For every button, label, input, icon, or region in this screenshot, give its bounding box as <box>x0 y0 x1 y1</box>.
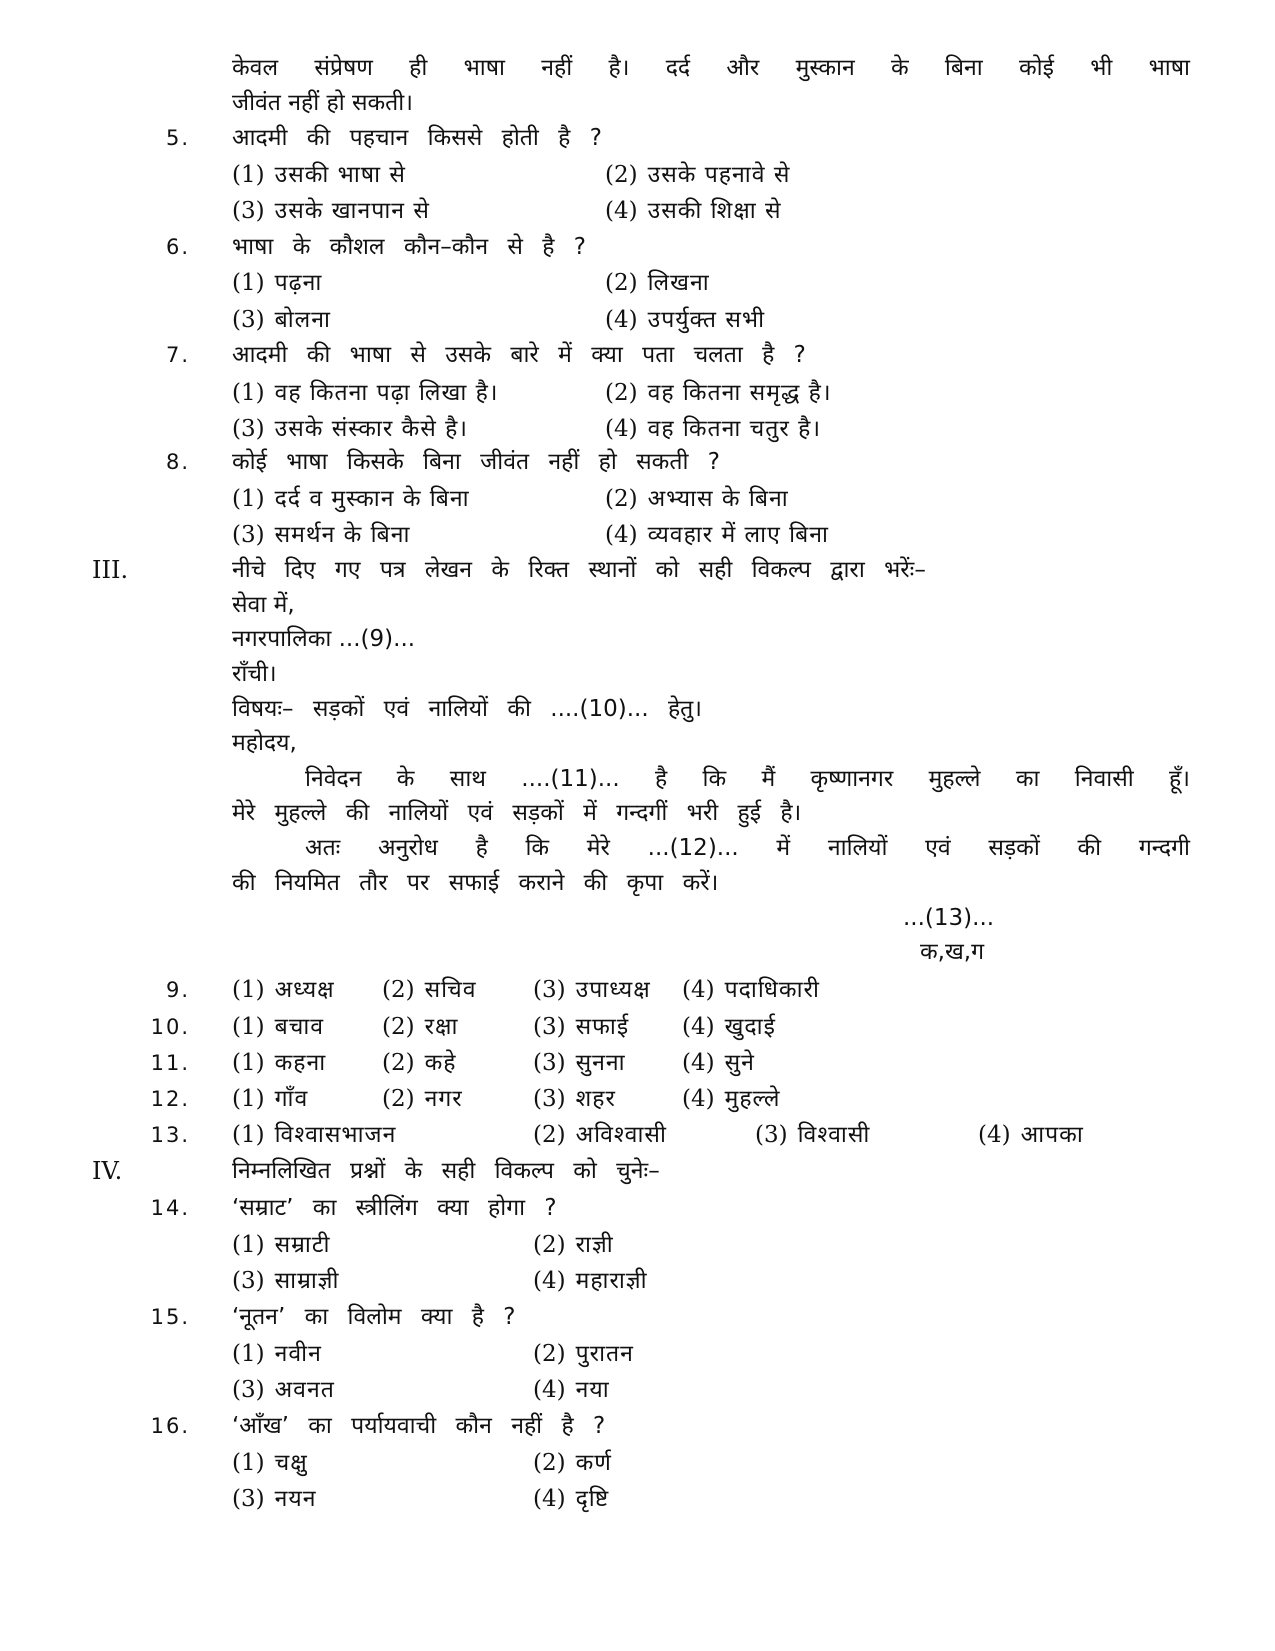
option: (1) अध्यक्ष <box>232 977 335 1003</box>
option: (3) विश्वासी <box>755 1122 871 1148</box>
passage-line: केवल संप्रेषण ही भाषा नहीं है। दर्द और मुस्कान के बिना कोई भी भाषा <box>232 55 1190 81</box>
option: (3) शहर <box>533 1086 616 1112</box>
option: (1) कहना <box>232 1050 327 1076</box>
option: (3) सफाई <box>533 1014 630 1040</box>
option: (2) उसके पहनावे से <box>605 162 791 188</box>
option: (4) महाराज्ञी <box>533 1268 648 1294</box>
option: (1) दर्द व मुस्कान के बिना <box>232 486 470 512</box>
question-number: 10. <box>150 1015 190 1039</box>
question-number: 13. <box>150 1123 190 1147</box>
section-number: IV. <box>92 1157 123 1185</box>
question-number: 5. <box>165 126 190 150</box>
option: (3) बोलना <box>232 307 331 333</box>
option: (4) पदाधिकारी <box>682 977 820 1003</box>
option: (4) दृष्टि <box>533 1486 610 1512</box>
question-number: 7. <box>165 343 190 367</box>
question-text: कोई भाषा किसके बिना जीवंत नहीं हो सकती ? <box>232 449 720 475</box>
question-number: 15. <box>150 1305 190 1329</box>
option: (4) उसकी शिक्षा से <box>605 198 782 224</box>
option: (3) उपाध्यक्ष <box>533 977 651 1003</box>
passage-line: जीवंत नहीं हो सकती। <box>232 90 413 116</box>
question-text: ‘आँख’ का पर्यायवाची कौन नहीं है ? <box>232 1413 606 1439</box>
option: (3) साम्राज्ञी <box>232 1268 340 1294</box>
section-heading: नीचे दिए गए पत्र लेखन के रिक्त स्थानों को सही विकल्प द्वारा भरेंः– <box>232 557 926 583</box>
question-number: 11. <box>150 1051 190 1075</box>
option: (3) उसके संस्कार कैसे है। <box>232 416 469 442</box>
question-number: 9. <box>165 978 190 1002</box>
letter-signature: क,ख,ग <box>920 939 985 965</box>
option: (4) वह कितना चतुर है। <box>605 416 822 442</box>
option: (4) आपका <box>978 1122 1084 1148</box>
option: (3) सुनना <box>533 1050 626 1076</box>
option: (4) उपर्युक्त सभी <box>605 307 766 333</box>
letter-body: मेरे मुहल्ले की नालियों एवं सड़कों में गन्दगीं भरी हुई है। <box>232 800 802 826</box>
letter-greeting: महोदय, <box>232 730 297 756</box>
letter-address: नगरपालिका ...(9)... <box>232 626 416 652</box>
section-number: III. <box>92 556 129 584</box>
question-number: 14. <box>150 1196 190 1220</box>
option: (2) सचिव <box>382 977 477 1003</box>
question-text: आदमी की पहचान किससे होती है ? <box>232 125 602 151</box>
option: (2) लिखना <box>605 270 710 296</box>
option: (1) उसकी भाषा से <box>232 162 406 188</box>
option: (1) पढ़ना <box>232 270 323 296</box>
question-text: आदमी की भाषा से उसके बारे में क्या पता चलता है ? <box>232 342 806 368</box>
option: (4) सुने <box>682 1050 755 1076</box>
question-text: भाषा के कौशल कौन–कौन से है ? <box>232 234 587 260</box>
option: (2) पुरातन <box>533 1341 634 1367</box>
question-number: 6. <box>165 235 190 259</box>
option: (1) वह कितना पढ़ा लिखा है। <box>232 380 499 406</box>
option: (3) उसके खानपान से <box>232 198 430 224</box>
option: (2) अभ्यास के बिना <box>605 486 789 512</box>
question-number: 12. <box>150 1087 190 1111</box>
option: (2) कर्ण <box>533 1450 612 1476</box>
letter-address: राँची। <box>232 661 277 687</box>
option: (1) चक्षु <box>232 1450 308 1476</box>
letter-closing: ...(13)... <box>903 905 995 931</box>
question-number: 16. <box>150 1414 190 1438</box>
option: (1) गाँव <box>232 1086 309 1112</box>
letter-subject: विषयः– सड़कों एवं नालियों की ....(10)... हेतु। <box>232 696 702 722</box>
option: (4) मुहल्ले <box>682 1086 781 1112</box>
option: (2) कहे <box>382 1050 457 1076</box>
option: (4) व्यवहार में लाए बिना <box>605 522 829 548</box>
question-text: ‘नूतन’ का विलोम क्या है ? <box>232 1304 516 1330</box>
letter-salutation: सेवा में, <box>232 592 295 618</box>
option: (3) अवनत <box>232 1377 335 1403</box>
letter-body: की नियमित तौर पर सफाई कराने की कृपा करें। <box>232 870 719 896</box>
option: (1) नवीन <box>232 1341 322 1367</box>
option: (1) सम्राटी <box>232 1232 331 1258</box>
option: (4) खुदाई <box>682 1014 776 1040</box>
option: (2) रक्षा <box>382 1014 459 1040</box>
option: (2) वह कितना समृद्ध है। <box>605 380 832 406</box>
letter-body: निवेदन के साथ ....(11)... है कि मैं कृष्णानगर मुहल्ले का निवासी हूँ। <box>305 766 1190 792</box>
letter-body: अतः अनुरोध है कि मेरे ...(12)... में नालियों एवं सड़कों की गन्दगी <box>305 835 1190 861</box>
option: (3) समर्थन के बिना <box>232 522 411 548</box>
question-text: ‘सम्राट’ का स्त्रीलिंग क्या होगा ? <box>232 1195 557 1221</box>
option: (2) अविश्वासी <box>533 1122 667 1148</box>
option: (4) नया <box>533 1377 610 1403</box>
section-heading: निम्नलिखित प्रश्नों के सही विकल्प को चुनेः– <box>232 1158 660 1184</box>
option: (2) राज्ञी <box>533 1232 614 1258</box>
option: (3) नयन <box>232 1486 317 1512</box>
question-number: 8. <box>165 450 190 474</box>
option: (1) बचाव <box>232 1014 325 1040</box>
option: (1) विश्वासभाजन <box>232 1122 397 1148</box>
option: (2) नगर <box>382 1086 463 1112</box>
